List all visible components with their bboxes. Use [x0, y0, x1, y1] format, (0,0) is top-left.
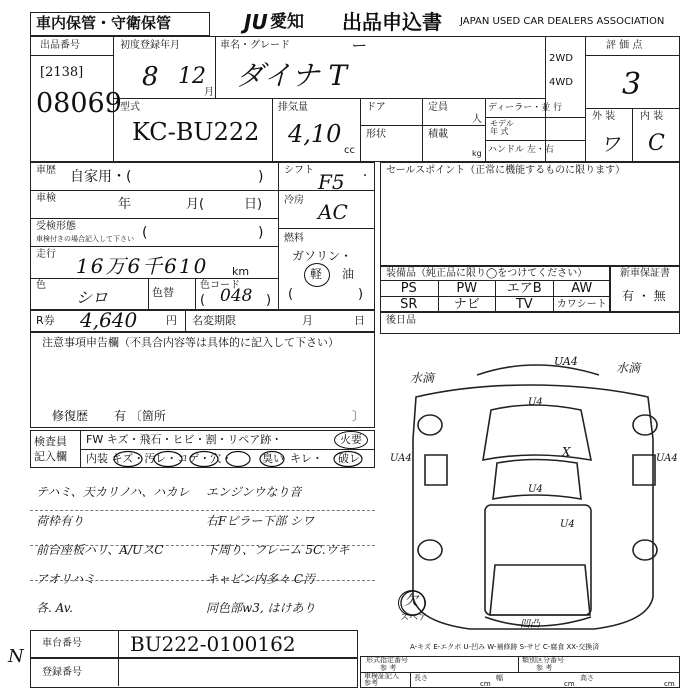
- color-value: シロ: [76, 288, 109, 307]
- mileage-unit: km: [232, 265, 250, 278]
- repair-label: 修復歴: [52, 409, 89, 423]
- remark-line: 荷枠有り: [36, 514, 85, 528]
- handle-label: ハンドル 左・右: [488, 145, 554, 155]
- rear-day-box: [380, 312, 680, 334]
- diagram-label-waterdrop-right: 水滴: [616, 361, 641, 375]
- lot-label: 出品番号: [40, 40, 80, 51]
- fw-mark: 火要: [340, 433, 362, 446]
- class-sub: 参 考: [536, 664, 553, 672]
- equipment-item: PS: [380, 280, 438, 296]
- recycle-value: 4,640: [80, 308, 138, 332]
- diagram-label-waterdrop-left: 水滴: [410, 371, 435, 385]
- fuel-open: (: [288, 287, 294, 302]
- rear-day-label: 後日品: [386, 315, 416, 326]
- remark-line: エンジンウなり音: [206, 485, 302, 499]
- fuel-options: ガソリン・: [292, 249, 353, 263]
- remark-line: 各. Av.: [36, 601, 73, 615]
- displacement-unit: cc: [344, 145, 355, 156]
- remark-line: テハミ、天カリノハ、ハカレ: [36, 485, 190, 499]
- receiving-note: 車検付きの場合記入して下さい: [36, 235, 134, 243]
- org-english: JAPAN USED CAR DEALERS ASSOCIATION: [460, 16, 665, 27]
- rating-value: 3: [622, 67, 642, 102]
- rating-label: 評 価 点: [606, 40, 643, 51]
- diagram-label-u4-bed: U4: [560, 519, 575, 530]
- history-label: 車歴: [36, 165, 56, 176]
- fuel-oil: 油: [342, 267, 355, 281]
- diagram-spare-circle: [398, 590, 426, 616]
- recycle-unit: 円: [166, 314, 177, 327]
- equipment-label: 装備品（純正品に限り◯をつけてください）: [386, 268, 588, 279]
- exterior-value: ワ: [600, 132, 620, 156]
- notes-label: 注意事項申告欄（不具合内容等は具体的に記入して下さい）: [42, 336, 339, 349]
- interior-mark2: キレ・: [290, 452, 323, 465]
- color-code-open: (: [200, 293, 206, 308]
- shaken-day: 日): [244, 197, 263, 212]
- fuel-light: 軽: [310, 267, 323, 281]
- interior-mark1: 臭い: [262, 452, 284, 465]
- displacement-value: 4,10: [288, 120, 342, 148]
- length-unit: cm: [480, 680, 491, 688]
- load-unit: kg: [472, 149, 482, 158]
- diagram-label-u4-top: U4: [528, 397, 543, 408]
- recycle-label: R券: [36, 314, 55, 327]
- side-mark: N: [8, 646, 24, 667]
- inspector-label: 検査員 記入欄: [34, 435, 67, 463]
- color-code-value: 048: [220, 286, 253, 306]
- car-grade-mark: ー: [350, 36, 367, 55]
- width-label: 幅: [496, 674, 503, 682]
- doors-label: ドア: [366, 102, 386, 113]
- diagram-label-ua4-left: UA4: [390, 453, 412, 464]
- diagram-label-x: X: [562, 445, 571, 459]
- exterior-label: 外 装: [592, 111, 616, 122]
- chassis-label: 車台番号: [42, 638, 82, 649]
- capacity-unit: 人: [472, 114, 482, 125]
- dims-label: 車検証記入 参考: [364, 672, 399, 687]
- reg-number-label: 登録番号: [42, 667, 82, 678]
- diagram-label-ua4-right: UA4: [656, 453, 678, 464]
- fuel-close: ): [358, 287, 364, 302]
- chassis-value: BU222-0100162: [130, 632, 296, 656]
- remark-line: キャビン内多々 C汚: [206, 572, 315, 586]
- receiving-open: (: [142, 225, 148, 241]
- interior-line: 内装 キズ・汚レ・コゲ・穴・: [86, 452, 233, 465]
- equipment-grid: [380, 280, 610, 312]
- warranty-options: 有 ・ 無: [622, 289, 666, 303]
- equipment-item: PW: [438, 280, 496, 296]
- equipment-item: エアB: [495, 280, 553, 296]
- registration-label: 初度登録年月: [120, 40, 180, 51]
- registration-month-unit: 月: [204, 87, 214, 98]
- name-change-label: 名変期限: [192, 314, 236, 327]
- org-name: 愛知: [270, 12, 304, 32]
- ju-logo: JU: [244, 10, 268, 34]
- diagram-label-spare: スペア: [400, 613, 428, 623]
- history-close: ): [258, 169, 264, 185]
- model-value: KC-BU222: [132, 118, 260, 146]
- name-change-month: 月: [302, 314, 313, 327]
- shape-label: 形状: [366, 129, 386, 140]
- receiving-close: ): [258, 225, 264, 241]
- interior-label: 内 装: [640, 111, 664, 122]
- fw-mark-circle: [334, 431, 368, 449]
- remark-line: 前台座板ハリ、A/UスC: [36, 543, 164, 557]
- lot-number: 08069: [36, 88, 122, 119]
- interior-mark3: 破レ: [338, 452, 360, 465]
- name-change-day: 日: [354, 314, 365, 327]
- color-change-label: 色替: [152, 286, 174, 299]
- dealer-label: ディーラー・並 行: [488, 103, 563, 113]
- color-code-close: ): [266, 293, 272, 308]
- sales-point-box: [380, 162, 680, 266]
- inspector-circles: [80, 449, 375, 468]
- remark-line: 同色部w3, はけあり: [206, 601, 316, 615]
- registration-month: 12: [178, 64, 206, 89]
- fuel-label: 燃料: [284, 233, 304, 244]
- equipment-item: AW: [553, 280, 611, 296]
- height-label: 高さ: [580, 674, 594, 682]
- model-year-label: モデル 年 式: [490, 119, 514, 136]
- warranty-label: 新車保証書: [620, 268, 670, 279]
- equipment-item: カワシート: [553, 296, 611, 312]
- fw-line: FW キズ・飛石・ヒビ・割・リペア跡・: [86, 433, 283, 446]
- car-name-value: ダイナ T: [236, 59, 348, 92]
- color-code-label: 色コード: [200, 280, 240, 291]
- load-label: 積載: [428, 129, 448, 140]
- shaken-label: 車検: [36, 193, 56, 204]
- mileage-label: 走行: [36, 249, 56, 260]
- diagram-label-ua4-top: UA4: [554, 355, 578, 368]
- capacity-label: 定員: [428, 102, 448, 113]
- diagram-spare-mark: 欠: [404, 593, 418, 609]
- receiving-label: 受検形態: [36, 221, 76, 232]
- interior-value: C: [648, 131, 665, 156]
- shaken-month: 月(: [186, 197, 205, 212]
- shift-label: シフト: [284, 165, 314, 176]
- repair-value: 有 〔箇所: [114, 409, 166, 423]
- width-unit: cm: [564, 680, 575, 688]
- diagram-label-dent: 凹凸: [520, 619, 540, 630]
- drive-4wd: 4WD: [549, 77, 573, 88]
- storage-title: 車内保管・守衛保管: [36, 14, 172, 32]
- height-unit: cm: [664, 680, 675, 688]
- registration-year: 8: [142, 62, 159, 92]
- drive-2wd: 2WD: [549, 53, 573, 64]
- length-label: 長さ: [414, 674, 428, 682]
- displacement-label: 排気量: [278, 102, 308, 113]
- repair-close: 〕: [352, 409, 365, 423]
- remark-line: 右Fピラー下部 シワ: [206, 514, 315, 528]
- model-label: 型式: [120, 102, 140, 113]
- shaken-year: 年: [118, 197, 132, 212]
- fuel-light-circle: [304, 263, 330, 287]
- remark-line: アオリハミ: [36, 572, 96, 586]
- ac-value: AC: [318, 200, 348, 224]
- cert-label: 形式指定番号: [366, 656, 408, 664]
- remark-line: 下周り、フレーム 5C.ウキ: [206, 543, 350, 557]
- ac-label: 冷房: [284, 195, 304, 206]
- diagram-label-u4-mid: U4: [528, 484, 543, 495]
- shift-dot: ・: [360, 171, 370, 182]
- sales-point-label: セールスポイント（正常に機能するものに限ります）: [386, 165, 626, 176]
- form-title: 出品申込書: [342, 10, 442, 34]
- car-name-label: 車名・グレード: [220, 40, 290, 51]
- cert-sub: 参 考: [380, 664, 397, 672]
- equipment-item: ナビ: [438, 296, 496, 312]
- equipment-item: TV: [495, 296, 553, 312]
- mileage-value: 16万6千610: [76, 254, 209, 278]
- diagram-legend: A-キズ E-エクボ U-凹み W-補修跡 S-サビ C-腐食 XX-交換済: [410, 643, 600, 651]
- lot-sub-number: [2138]: [40, 65, 84, 80]
- class-label: 類別区分番号: [522, 656, 564, 664]
- color-label: 色: [36, 280, 46, 291]
- history-value: 自家用・(: [70, 169, 132, 185]
- equipment-item: SR: [380, 296, 438, 312]
- shift-value: F5: [318, 170, 345, 194]
